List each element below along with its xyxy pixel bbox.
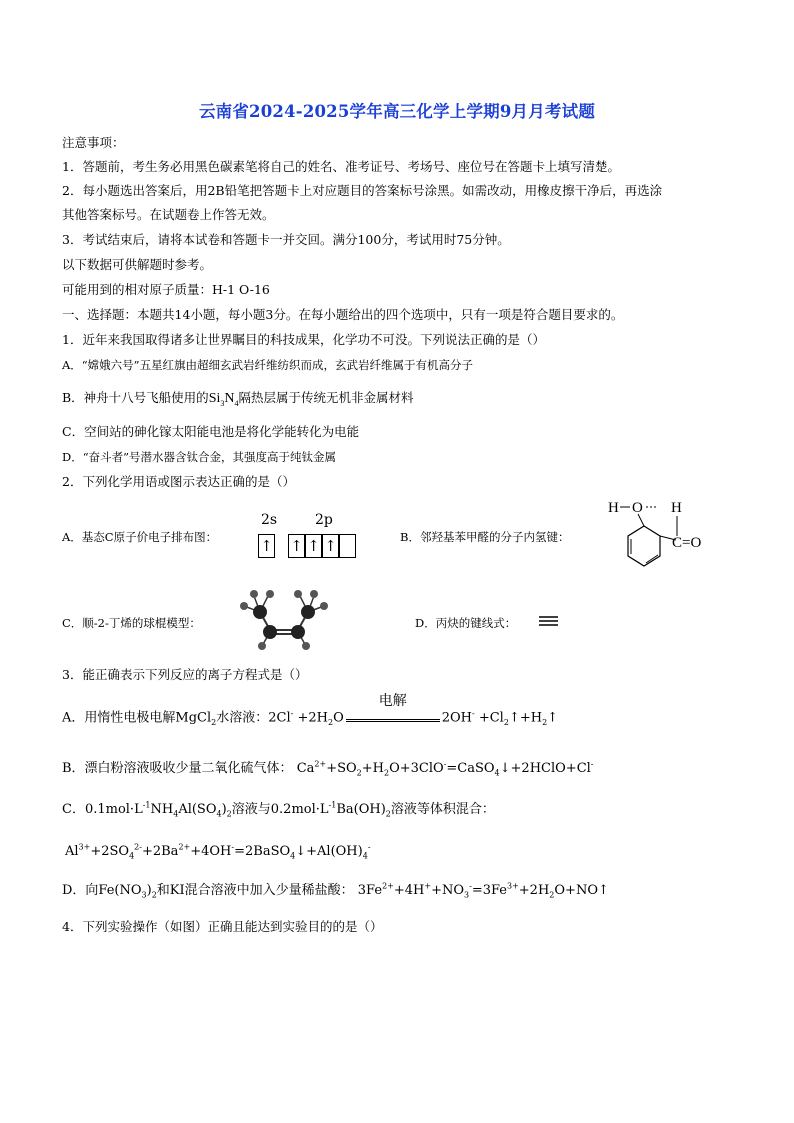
q4-stem: 4．下列实验操作（如图）正确且能达到实验目的的是（）	[62, 919, 383, 934]
propyne-skeletal	[538, 614, 560, 628]
notice-item-2b: 其他答案标号。在试题卷上作答无效。	[62, 207, 275, 222]
label-o1: O	[632, 500, 643, 516]
electrolysis-arrow: 电解	[344, 707, 442, 729]
atomic-mass: 可能用到的相对原子质量：H-1 O-16	[62, 282, 270, 297]
notice-heading: 注意事项：	[62, 135, 125, 150]
orbital-2s-label: 2s	[261, 512, 278, 528]
q3-option-d: D．向$Fe(NO_3)_2$和KI混合溶液中加入少量稀盐酸： $3Fe^{2+}+4H^++NO_3^-=3Fe^{3+}+2H_2O+NO↑$	[62, 881, 609, 900]
q2-option-b: B．邻羟基苯甲醛的分子内氢键：	[400, 530, 570, 544]
q1-option-a: A．“嫦娥六号”五星红旗由超细玄武岩纤维纺织而成，玄武岩纤维属于有机高分子	[62, 358, 474, 372]
section-heading: 一、选择题：本题共14小题，每小题3分。在每小题给出的四个选项中，只有一项是符合题目要求的。	[62, 307, 624, 322]
q3-option-c-line1: C．$0.1mol\cdot L^{-1}NH_4Al(SO_4)_2$溶液与$0.2mol\cdot L^{-1}Ba(OH)_2$溶液等体积混合：	[62, 800, 495, 819]
q1-option-c: C．空间站的砷化镓太阳能电池是将化学能转化为电能	[62, 424, 360, 439]
q2-option-d: D．丙炔的键线式：	[415, 616, 517, 630]
salicylaldehyde-structure	[600, 496, 730, 576]
orbital-box-2s: ↑	[258, 534, 275, 558]
q1-stem: 1．近年来我国取得诸多让世界瞩目的科技成果，化学功不可没。下列说法正确的是（）	[62, 332, 545, 347]
q3-option-c-line2: $Al^{3+}+2SO_4^{2-}+2Ba^{2+}+4OH^-=2BaSO_4↓+Al(OH)_4^-$	[65, 842, 371, 861]
orbital-box-2p-3: ↑	[322, 534, 339, 558]
orbital-diagram	[252, 512, 362, 560]
si3n4-formula: $Si_3N_4$	[208, 391, 239, 408]
label-co: C=O	[672, 535, 702, 551]
q3-option-b: B．漂白粉溶液吸收少量二氧化硫气体： $Ca^{2+}+SO_2+H_2O+3ClO^-=CaSO_4↓+2HClO+Cl^-$	[62, 759, 594, 778]
q2-option-a: A．基态C原子价电子排布图：	[62, 530, 218, 544]
q3-stem: 3．能正确表示下列反应的离子方程式是（）	[62, 667, 308, 682]
data-reference: 以下数据可供解题时参考。	[62, 257, 213, 272]
label-h1: H	[608, 500, 619, 516]
q3-option-a: A．用惰性电极电解MgCl$_2$水溶液：$2Cl^- +2H_2O$ 电解 $2OH^- +Cl_2↑+H_2↑$	[62, 692, 559, 728]
orbital-box-2p-2: ↑	[305, 534, 322, 558]
q2-option-c: C．顺-2-丁烯的球棍模型：	[62, 616, 201, 630]
label-h2: H	[671, 500, 682, 516]
q2-stem: 2．下列化学用语或图示表达正确的是（）	[62, 474, 295, 489]
orbital-2p-label: 2p	[315, 512, 333, 528]
cis-2-butene-ball-stick	[230, 582, 335, 654]
orbital-box-2p-1: ↑	[288, 534, 305, 558]
notice-item-1: 1．答题前，考生务必用黑色碳素笔将自己的姓名、准考证号、考场号、座位号在答题卡上填写清楚。	[62, 159, 620, 174]
q1-option-d: D．“奋斗者”号潜水器含钛合金，其强度高于纯钛金属	[62, 450, 336, 464]
notice-item-3: 3．考试结束后，请将本试卷和答题卡一并交回。满分100分，考试用时75分钟。	[62, 232, 510, 247]
notice-item-2a: 2．每小题选出答案后，用2B铅笔把答题卡上对应题目的答案标号涂黑。如需改动，用橡皮擦干净后，再选涂	[62, 183, 663, 198]
orbital-box-2p-4	[339, 534, 356, 558]
page-title: 云南省2024-2025学年高三化学上学期9月月考试题	[198, 102, 596, 121]
q1-option-b: B．神舟十八号飞船使用的$Si_3N_4$隔热层属于传统无机非金属材料	[62, 390, 414, 408]
